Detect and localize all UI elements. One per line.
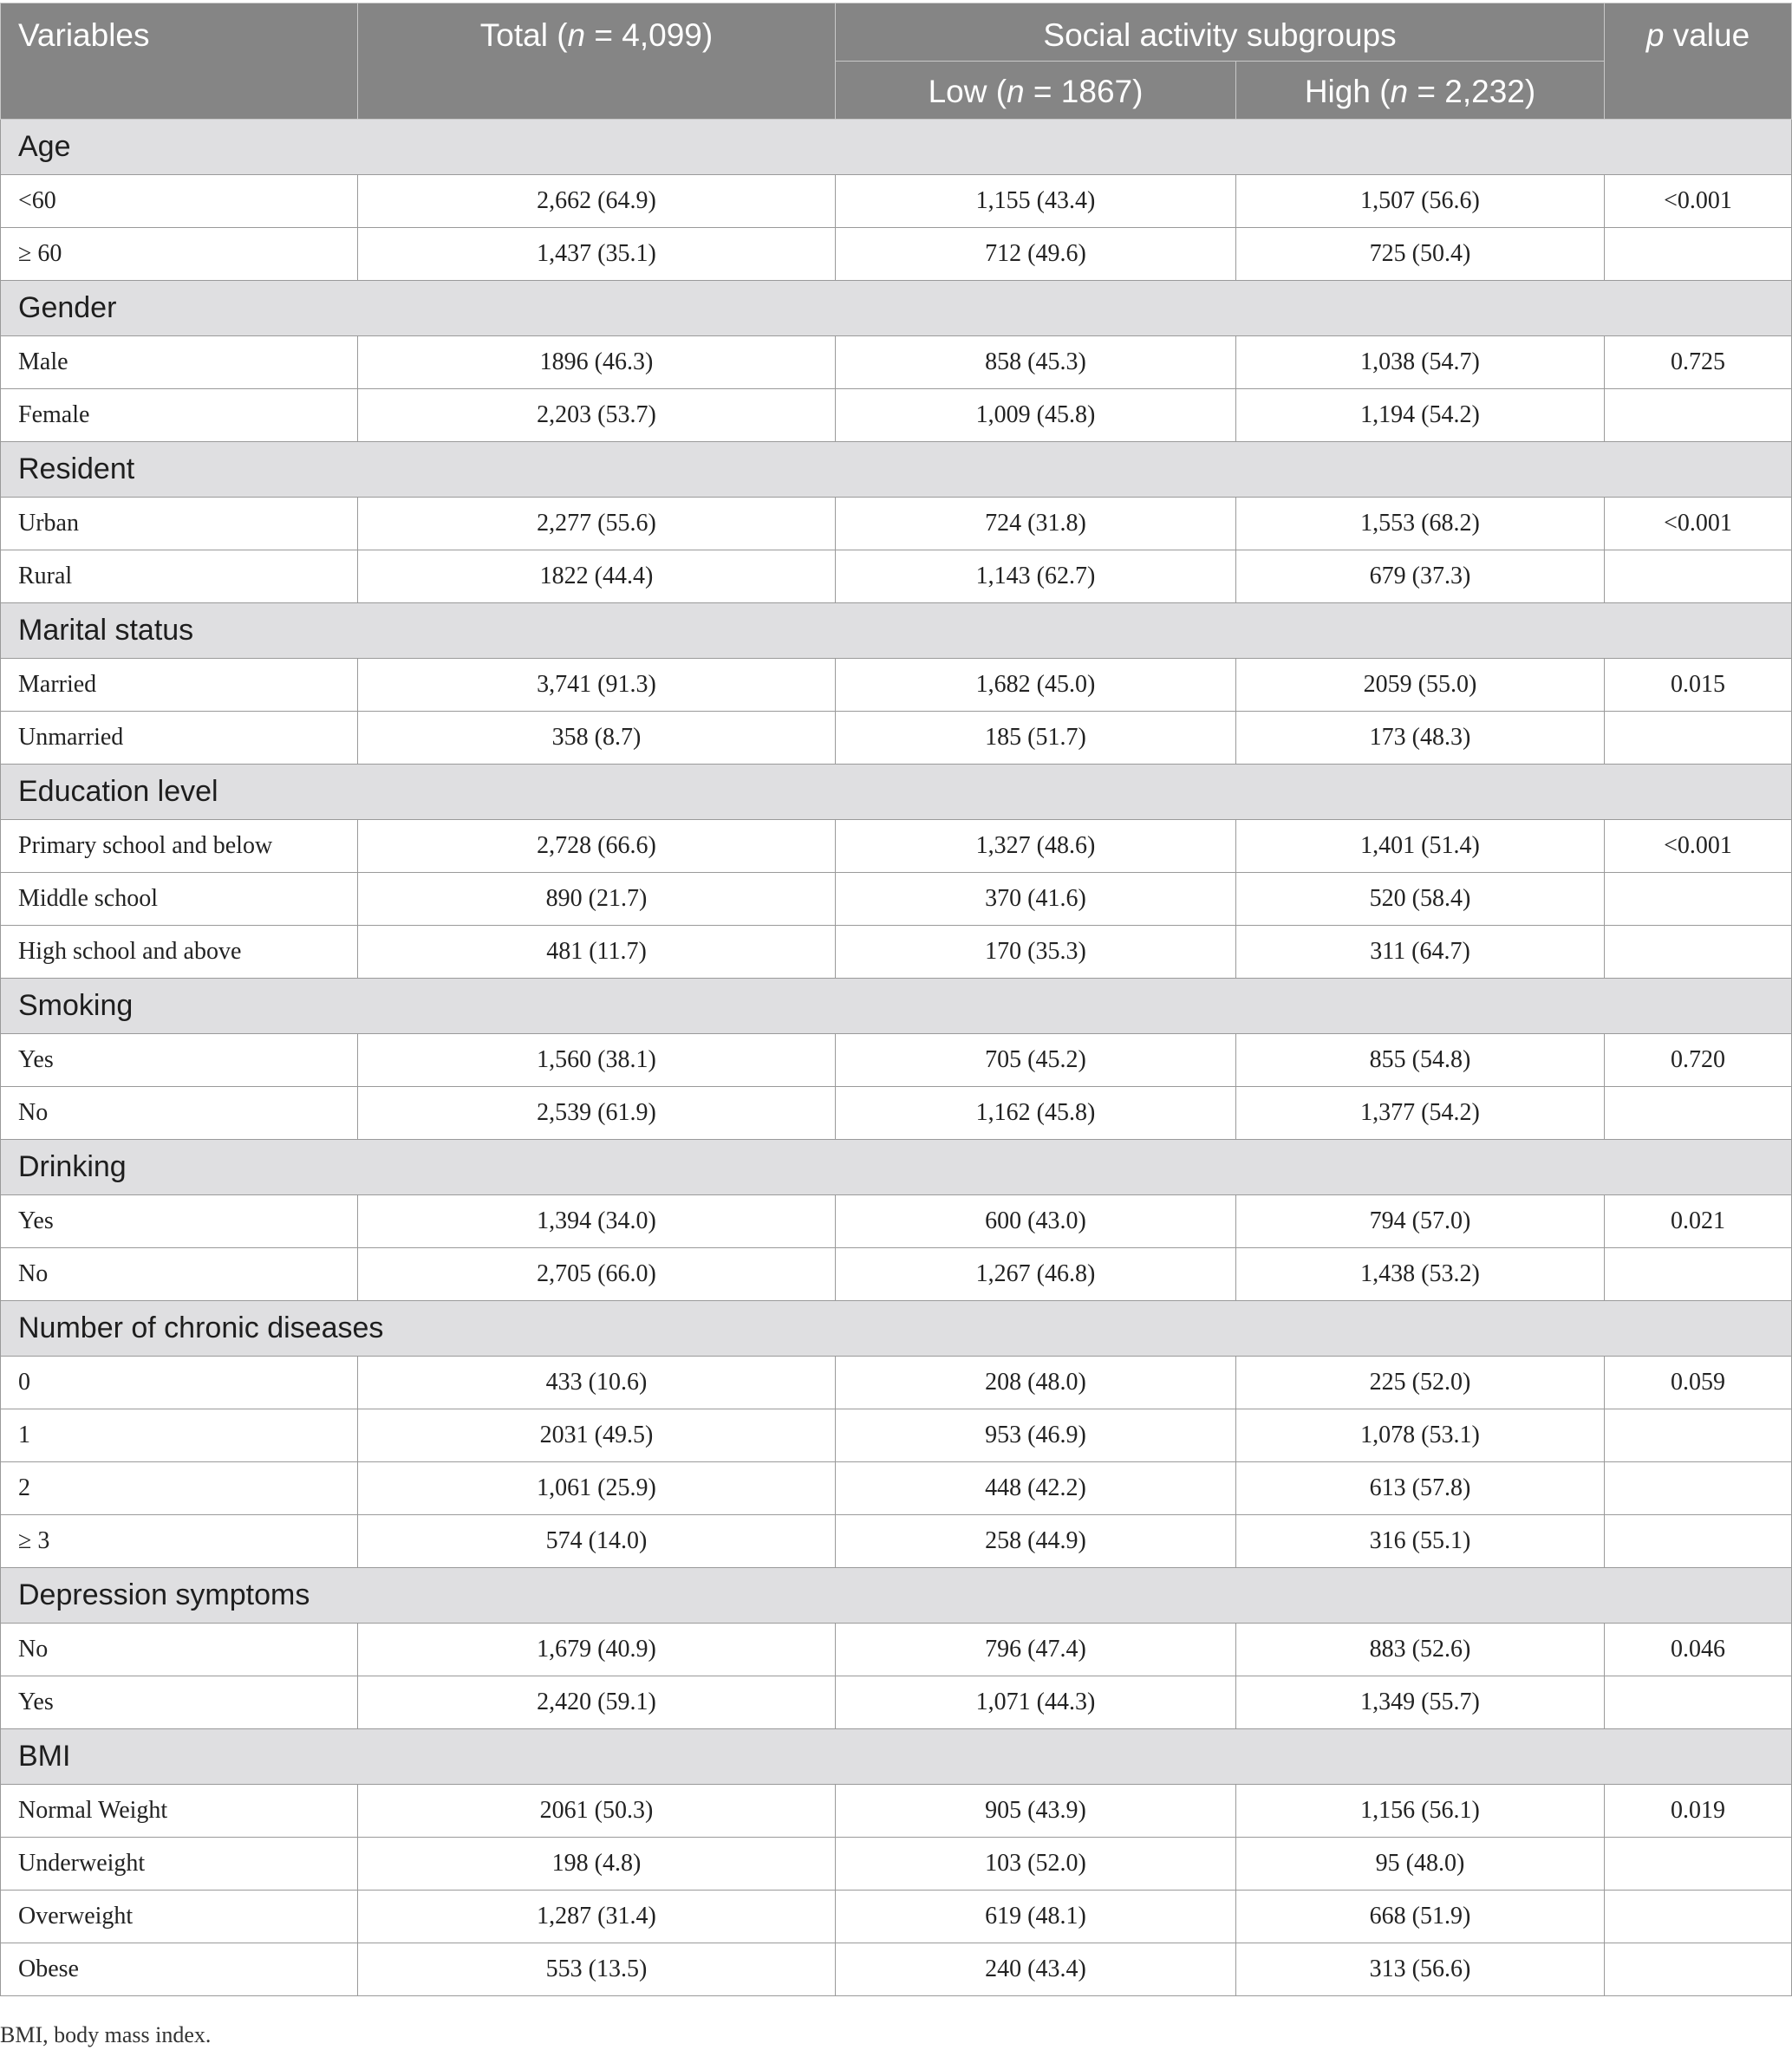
section-row: [1, 120, 1792, 175]
low-cell: 796 (47.4): [836, 1624, 1236, 1676]
total-cell: 2,728 (66.6): [358, 820, 836, 873]
low-cell: 208 (48.0): [836, 1357, 1236, 1409]
row-label: 0: [1, 1357, 358, 1409]
section-row: [1, 765, 1792, 820]
row-label: No: [1, 1248, 358, 1301]
high-cell: 1,038 (54.7): [1236, 336, 1605, 389]
low-cell: 905 (43.9): [836, 1785, 1236, 1838]
section-title: Depression symptoms: [1, 1568, 1792, 1624]
table-row: [1, 1087, 1792, 1140]
total-cell: 2,539 (61.9): [358, 1087, 836, 1140]
table-row: [1, 389, 1792, 442]
header-p-value: p value: [1605, 3, 1792, 120]
table-row: [1, 1624, 1792, 1676]
table-header: [1, 3, 1792, 120]
low-cell: 1,009 (45.8): [836, 389, 1236, 442]
total-cell: 2,203 (53.7): [358, 389, 836, 442]
p-value-cell: [1605, 228, 1792, 281]
low-cell: 240 (43.4): [836, 1943, 1236, 1996]
p-value-cell: [1605, 873, 1792, 926]
p-value-cell: <0.001: [1605, 498, 1792, 550]
row-label: Primary school and below: [1, 820, 358, 873]
high-cell: 1,194 (54.2): [1236, 389, 1605, 442]
total-cell: 1,394 (34.0): [358, 1195, 836, 1248]
low-cell: 1,143 (62.7): [836, 550, 1236, 603]
table-row: [1, 1034, 1792, 1087]
header-total: Total (n = 4,099): [358, 3, 836, 120]
baseline-characteristics-table: [0, 3, 1792, 1996]
total-cell: 553 (13.5): [358, 1943, 836, 1996]
section-row: [1, 1568, 1792, 1624]
row-label: Yes: [1, 1676, 358, 1729]
p-value-cell: 0.019: [1605, 1785, 1792, 1838]
row-label: 2: [1, 1462, 358, 1515]
table-footnote: BMI, body mass index.: [0, 2022, 212, 2047]
section-row: [1, 1301, 1792, 1357]
p-value-cell: [1605, 1462, 1792, 1515]
low-cell: 600 (43.0): [836, 1195, 1236, 1248]
p-value-cell: [1605, 389, 1792, 442]
header-low: Low (n = 1867): [836, 62, 1236, 120]
header-high: High (n = 2,232): [1236, 62, 1605, 120]
total-cell: 2,662 (64.9): [358, 175, 836, 228]
total-cell: 2031 (49.5): [358, 1409, 836, 1462]
row-label: High school and above: [1, 926, 358, 979]
low-cell: 858 (45.3): [836, 336, 1236, 389]
section-title: Gender: [1, 281, 1792, 336]
p-value-cell: 0.015: [1605, 659, 1792, 712]
p-value-cell: <0.001: [1605, 175, 1792, 228]
low-cell: 953 (46.9): [836, 1409, 1236, 1462]
p-value-cell: [1605, 1943, 1792, 1996]
low-cell: 448 (42.2): [836, 1462, 1236, 1515]
total-cell: 1896 (46.3): [358, 336, 836, 389]
table-row: [1, 1838, 1792, 1891]
p-value-cell: [1605, 926, 1792, 979]
row-label: Normal Weight: [1, 1785, 358, 1838]
high-cell: 1,377 (54.2): [1236, 1087, 1605, 1140]
table-row: [1, 712, 1792, 765]
p-value-cell: 0.021: [1605, 1195, 1792, 1248]
p-value-cell: [1605, 550, 1792, 603]
row-label: No: [1, 1624, 358, 1676]
high-cell: 173 (48.3): [1236, 712, 1605, 765]
table-row: [1, 175, 1792, 228]
row-label: Male: [1, 336, 358, 389]
high-cell: 2059 (55.0): [1236, 659, 1605, 712]
section-title: Age: [1, 120, 1792, 175]
row-label: Urban: [1, 498, 358, 550]
total-cell: 3,741 (91.3): [358, 659, 836, 712]
high-cell: 1,078 (53.1): [1236, 1409, 1605, 1462]
high-cell: 313 (56.6): [1236, 1943, 1605, 1996]
section-row: [1, 1140, 1792, 1195]
table-row: [1, 228, 1792, 281]
total-cell: 358 (8.7): [358, 712, 836, 765]
table-row: [1, 1248, 1792, 1301]
table-row: [1, 550, 1792, 603]
table-row: [1, 659, 1792, 712]
total-cell: 2061 (50.3): [358, 1785, 836, 1838]
p-value-cell: [1605, 1515, 1792, 1568]
p-value-cell: 0.046: [1605, 1624, 1792, 1676]
total-cell: 1,437 (35.1): [358, 228, 836, 281]
high-cell: 679 (37.3): [1236, 550, 1605, 603]
table-row: [1, 336, 1792, 389]
total-cell: 2,277 (55.6): [358, 498, 836, 550]
table-row: [1, 1195, 1792, 1248]
table-row: [1, 1409, 1792, 1462]
high-cell: 794 (57.0): [1236, 1195, 1605, 1248]
table-row: [1, 1462, 1792, 1515]
row-label: Yes: [1, 1195, 358, 1248]
total-cell: 2,420 (59.1): [358, 1676, 836, 1729]
section-row: [1, 1729, 1792, 1785]
header-social-activity-subgroups: Social activity subgroups: [836, 3, 1605, 62]
low-cell: 705 (45.2): [836, 1034, 1236, 1087]
high-cell: 855 (54.8): [1236, 1034, 1605, 1087]
table-row: [1, 1357, 1792, 1409]
table-row: [1, 873, 1792, 926]
section-row: [1, 979, 1792, 1034]
p-value-cell: [1605, 712, 1792, 765]
low-cell: 712 (49.6): [836, 228, 1236, 281]
high-cell: 725 (50.4): [1236, 228, 1605, 281]
row-label: Married: [1, 659, 358, 712]
high-cell: 316 (55.1): [1236, 1515, 1605, 1568]
row-label: Obese: [1, 1943, 358, 1996]
high-cell: 1,507 (56.6): [1236, 175, 1605, 228]
total-cell: 433 (10.6): [358, 1357, 836, 1409]
row-label: ≥ 60: [1, 228, 358, 281]
high-cell: 1,349 (55.7): [1236, 1676, 1605, 1729]
row-label: Middle school: [1, 873, 358, 926]
section-title: Drinking: [1, 1140, 1792, 1195]
p-value-cell: 0.059: [1605, 1357, 1792, 1409]
header-variables: Variables: [1, 3, 358, 120]
total-cell: 1,287 (31.4): [358, 1891, 836, 1943]
row-label: Underweight: [1, 1838, 358, 1891]
high-cell: 1,553 (68.2): [1236, 498, 1605, 550]
section-title: BMI: [1, 1729, 1792, 1785]
section-row: [1, 442, 1792, 498]
section-row: [1, 603, 1792, 659]
section-title: Resident: [1, 442, 1792, 498]
high-cell: 1,401 (51.4): [1236, 820, 1605, 873]
high-cell: 225 (52.0): [1236, 1357, 1605, 1409]
total-cell: 1,679 (40.9): [358, 1624, 836, 1676]
high-cell: 883 (52.6): [1236, 1624, 1605, 1676]
p-value-cell: [1605, 1248, 1792, 1301]
row-label: <60: [1, 175, 358, 228]
p-value-cell: 0.725: [1605, 336, 1792, 389]
p-value-cell: [1605, 1676, 1792, 1729]
total-cell: 574 (14.0): [358, 1515, 836, 1568]
table-row: [1, 1943, 1792, 1996]
total-cell: 1,560 (38.1): [358, 1034, 836, 1087]
low-cell: 619 (48.1): [836, 1891, 1236, 1943]
row-label: Overweight: [1, 1891, 358, 1943]
table-row: [1, 1676, 1792, 1729]
row-label: Unmarried: [1, 712, 358, 765]
row-label: 1: [1, 1409, 358, 1462]
row-label: No: [1, 1087, 358, 1140]
table-row: [1, 926, 1792, 979]
p-value-cell: 0.720: [1605, 1034, 1792, 1087]
table-row: [1, 1785, 1792, 1838]
low-cell: 185 (51.7): [836, 712, 1236, 765]
p-value-cell: [1605, 1891, 1792, 1943]
table-row: [1, 498, 1792, 550]
table-row: [1, 820, 1792, 873]
low-cell: 1,267 (46.8): [836, 1248, 1236, 1301]
low-cell: 258 (44.9): [836, 1515, 1236, 1568]
table-row: [1, 1515, 1792, 1568]
section-title: Education level: [1, 765, 1792, 820]
high-cell: 668 (51.9): [1236, 1891, 1605, 1943]
low-cell: 1,155 (43.4): [836, 175, 1236, 228]
p-value-cell: [1605, 1087, 1792, 1140]
low-cell: 370 (41.6): [836, 873, 1236, 926]
total-cell: 481 (11.7): [358, 926, 836, 979]
total-cell: 198 (4.8): [358, 1838, 836, 1891]
p-value-cell: [1605, 1409, 1792, 1462]
low-cell: 103 (52.0): [836, 1838, 1236, 1891]
total-cell: 2,705 (66.0): [358, 1248, 836, 1301]
low-cell: 1,682 (45.0): [836, 659, 1236, 712]
high-cell: 613 (57.8): [1236, 1462, 1605, 1515]
section-title: Smoking: [1, 979, 1792, 1034]
p-value-cell: <0.001: [1605, 820, 1792, 873]
high-cell: 95 (48.0): [1236, 1838, 1605, 1891]
table-row: [1, 1891, 1792, 1943]
table-body: [1, 120, 1792, 1996]
row-label: ≥ 3: [1, 1515, 358, 1568]
row-label: Female: [1, 389, 358, 442]
section-row: [1, 281, 1792, 336]
low-cell: 1,071 (44.3): [836, 1676, 1236, 1729]
high-cell: 1,438 (53.2): [1236, 1248, 1605, 1301]
low-cell: 1,327 (48.6): [836, 820, 1236, 873]
p-value-cell: [1605, 1838, 1792, 1891]
low-cell: 724 (31.8): [836, 498, 1236, 550]
low-cell: 170 (35.3): [836, 926, 1236, 979]
total-cell: 1822 (44.4): [358, 550, 836, 603]
low-cell: 1,162 (45.8): [836, 1087, 1236, 1140]
section-title: Number of chronic diseases: [1, 1301, 1792, 1357]
section-title: Marital status: [1, 603, 1792, 659]
total-cell: 890 (21.7): [358, 873, 836, 926]
high-cell: 311 (64.7): [1236, 926, 1605, 979]
total-cell: 1,061 (25.9): [358, 1462, 836, 1515]
high-cell: 1,156 (56.1): [1236, 1785, 1605, 1838]
high-cell: 520 (58.4): [1236, 873, 1605, 926]
row-label: Yes: [1, 1034, 358, 1087]
row-label: Rural: [1, 550, 358, 603]
